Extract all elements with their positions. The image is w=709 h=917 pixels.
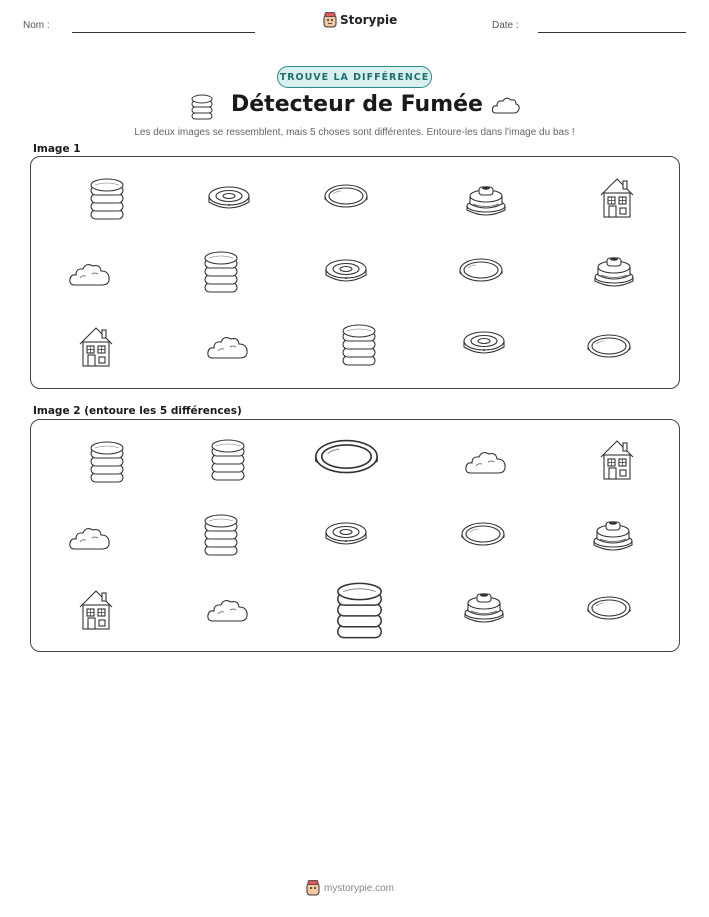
disc-icon[interactable]	[460, 520, 506, 550]
storypie-mascot-icon	[306, 880, 320, 896]
cloud-icon[interactable]	[206, 596, 250, 626]
detector-alarm-icon[interactable]	[592, 517, 634, 553]
house-icon[interactable]	[597, 437, 637, 481]
name-label: Nom :	[23, 20, 50, 31]
stack-icon	[341, 324, 377, 366]
brand-name: Storypie	[340, 13, 398, 27]
cloud-icon	[68, 260, 112, 290]
detector-alarm-icon	[465, 182, 507, 218]
stack-icon[interactable]	[203, 514, 239, 556]
disc-icon	[323, 182, 369, 212]
cloud-icon[interactable]	[68, 524, 112, 554]
stack-icon[interactable]	[210, 439, 246, 481]
image1-label: Image 1	[33, 143, 81, 155]
footer-url: mystorypie.com	[324, 882, 395, 894]
disc-icon[interactable]	[586, 594, 632, 624]
smoke-detector-icon	[206, 184, 252, 214]
date-field-line[interactable]	[538, 32, 686, 33]
disc-icon	[458, 256, 504, 286]
stack-icon	[190, 94, 214, 124]
footer	[306, 880, 394, 896]
disc-icon	[586, 332, 632, 362]
name-field-line[interactable]	[72, 32, 255, 33]
detector-alarm-icon[interactable]	[463, 589, 505, 625]
storypie-mascot-icon	[323, 12, 337, 28]
house-icon	[597, 175, 637, 219]
cloud-icon	[491, 95, 521, 121]
disc-icon[interactable]	[313, 436, 380, 480]
house-icon[interactable]	[76, 587, 116, 631]
cloud-icon	[206, 333, 250, 363]
page-title: Détecteur de Fumée	[231, 92, 483, 117]
smoke-detector-icon	[323, 257, 369, 287]
date-label: Date :	[492, 20, 519, 31]
stack-icon[interactable]	[89, 441, 125, 483]
stack-icon	[203, 251, 239, 293]
detector-alarm-icon	[593, 253, 635, 289]
smoke-detector-icon[interactable]	[323, 520, 369, 550]
smoke-detector-icon	[461, 329, 507, 359]
instructions: Les deux images se ressemblent, mais 5 choses sont différentes. Entoure-les dans l'image du bas !	[134, 127, 575, 138]
stack-icon[interactable]	[335, 582, 384, 639]
cloud-icon[interactable]	[464, 448, 508, 478]
brand-logo	[323, 12, 397, 28]
house-icon	[76, 324, 116, 368]
image2-label: Image 2 (entoure les 5 différences)	[33, 405, 242, 417]
stack-icon	[89, 178, 125, 220]
activity-badge: TROUVE LA DIFFÉRENCE	[277, 66, 432, 88]
